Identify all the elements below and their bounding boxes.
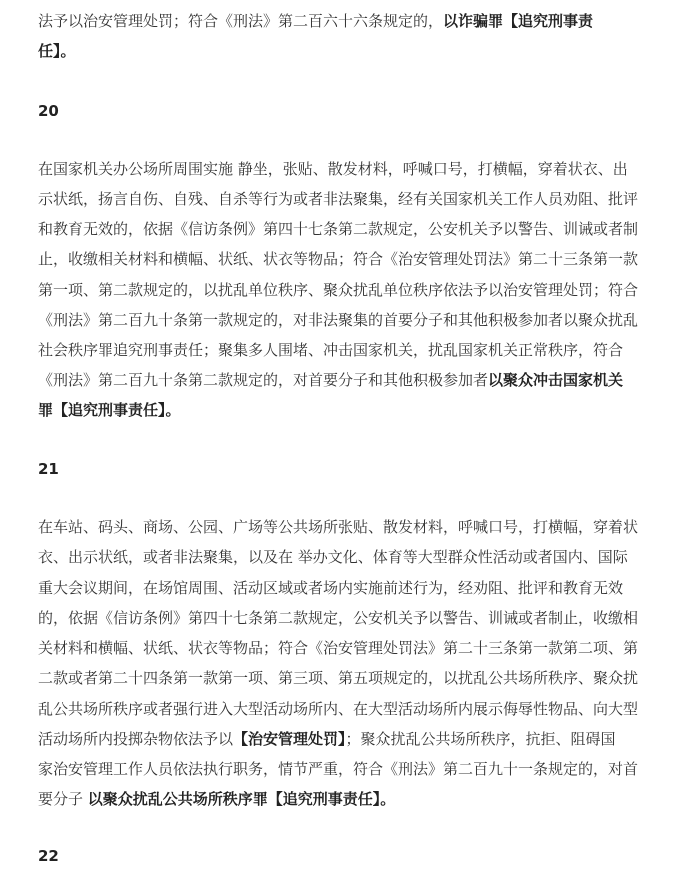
paragraph-line: 社会秩序罪追究刑事责任；聚集多人围堵、冲击国家机关，扰乱国家机关正常秩序，符合 <box>38 341 624 359</box>
paragraph-line: 关材料和横幅、状纸、状衣等物品；符合《治安管理处罚法》第二十三条第一款第二项、第 <box>38 639 639 657</box>
paragraph-line: 衣、出示状纸，或者非法聚集，以及在 举办文化、体育等大型群众性活动或者国内、国际 <box>38 548 628 566</box>
paragraph-line: 乱公共场所秩序或者强行进入大型活动场所内、在大型活动场所内展示侮辱性物品、向大型 <box>38 700 639 718</box>
paragraph-text: 《刑法》第二百九十条第二款规定的，对首要分子和其他积极参加者 <box>38 371 489 389</box>
paragraph-line <box>38 11 593 31</box>
paragraph-line: 《刑法》第二百九十条第一款规定的，对非法聚集的首要分子和其他积极参加者以聚众扰乱 <box>38 311 639 329</box>
paragraph-line: 和教育无效的，依据《信访条例》第四十七条第二款规定，公安机关予以警告、训诫或者制 <box>38 220 639 238</box>
bold-penalty-text: 【治安管理处罚】 <box>233 730 346 748</box>
paragraph-line: 在车站、码头、商场、公园、广场等公共场所张贴、散发材料，呼喊口号，打横幅，穿着状 <box>38 518 639 536</box>
paragraph-line <box>38 370 623 390</box>
bold-penalty-text: 以聚众冲击国家机关 <box>488 371 624 389</box>
bold-penalty-text: 任】。 <box>38 42 76 60</box>
paragraph-line: 二款或者第二十四条第一款第一项、第三项、第五项规定的，以扰乱公共场所秩序、聚众扰 <box>38 669 639 687</box>
paragraph-line <box>38 400 181 420</box>
section-number: 20 <box>38 102 59 120</box>
paragraph-text: 活动场所内投掷杂物依法予以 <box>38 730 234 748</box>
paragraph-text: ；聚众扰乱公共场所秩序，抗拒、阻碍国 <box>345 730 616 748</box>
section-number: 21 <box>38 460 59 478</box>
paragraph-line: 重大会议期间，在场馆周围、活动区域或者场内实施前述行为，经劝阻、批评和教育无效 <box>38 579 624 597</box>
bold-penalty-text: 罪【追究刑事责任】。 <box>38 401 181 419</box>
paragraph-line <box>38 41 76 61</box>
bold-penalty-text: 以聚众扰乱公共场所秩序罪【追究刑事责任】。 <box>87 790 396 808</box>
paragraph-text: 法予以治安管理处罚；符合《刑法》第二百六十六条规定的， <box>38 12 444 30</box>
bold-penalty-text: 以诈骗罪【追究刑事责 <box>443 12 594 30</box>
paragraph-line: 在国家机关办公场所周围实施 静坐，张贴、散发材料，呼喊口号，打横幅，穿着状衣、出 <box>38 160 628 178</box>
paragraph-line: 家治安管理工作人员依法执行职务，情节严重，符合《刑法》第二百九十一条规定的，对首 <box>38 760 639 778</box>
paragraph-line: 的，依据《信访条例》第四十七条第二款规定，公安机关予以警告、训诫或者制止，收缴相 <box>38 609 639 627</box>
paragraph-text: 要分子 <box>38 790 84 808</box>
paragraph-line: 止，收缴相关材料和横幅、状纸、状衣等物品；符合《治安管理处罚法》第二十三条第一款 <box>38 250 639 268</box>
paragraph-line: 示状纸，扬言自伤、自残、自杀等行为或者非法聚集，经有关国家机关工作人员劝阻、批评 <box>38 190 639 208</box>
paragraph-line <box>38 729 616 749</box>
paragraph-line <box>38 789 395 809</box>
paragraph-line: 第一项、第二款规定的，以扰乱单位秩序、聚众扰乱单位秩序依法予以治安管理处罚；符合 <box>38 281 639 299</box>
section-number: 22 <box>38 847 59 865</box>
